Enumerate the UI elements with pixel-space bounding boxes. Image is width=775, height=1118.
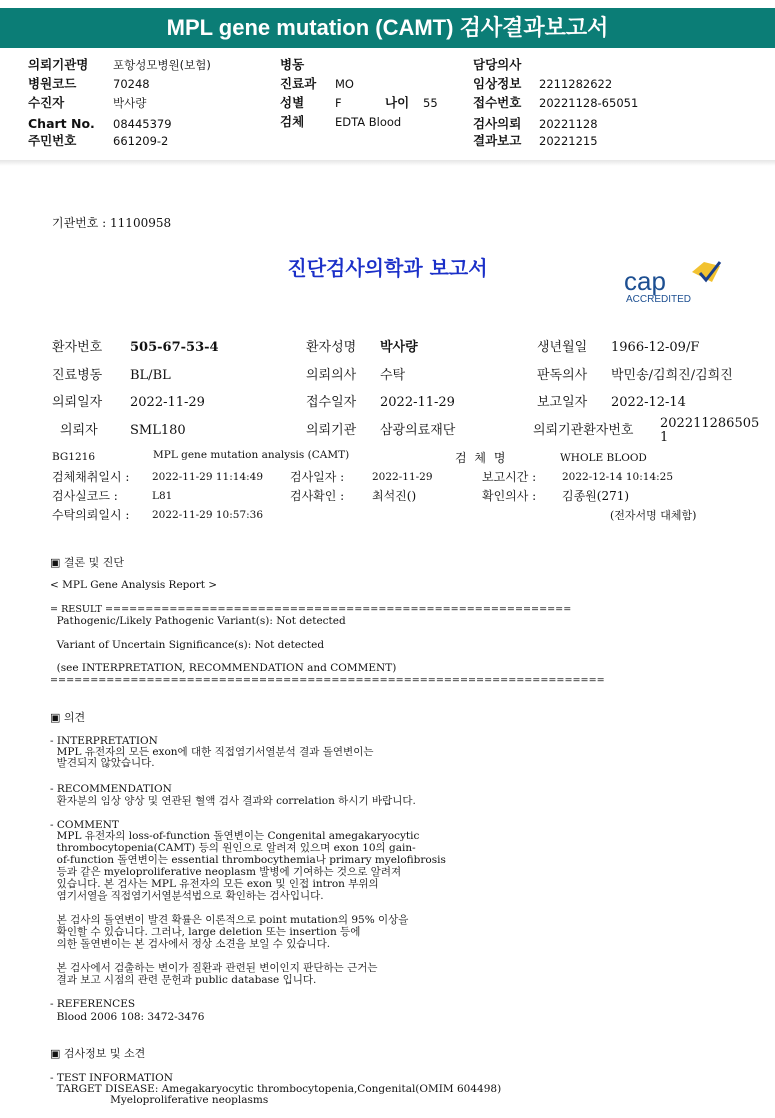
ref-head: - REFERENCES bbox=[50, 998, 136, 1010]
specimen-label: 검체 bbox=[280, 114, 305, 129]
hospital-code-value: 70248 bbox=[113, 77, 150, 91]
sex-label: 성별 bbox=[280, 95, 305, 110]
dob-value: 1966-12-09/F bbox=[611, 340, 700, 355]
org-pt-no-value-line2: 1 bbox=[660, 430, 669, 445]
header-divider bbox=[0, 160, 775, 166]
pt-no-label: 환자번호 bbox=[52, 340, 103, 355]
dept-label: 진료과 bbox=[280, 76, 317, 91]
org-number: 기관번호 : 11100958 bbox=[52, 216, 172, 230]
report-time-label: 보고시간 : bbox=[482, 470, 537, 484]
exam-date-label: 검사일자 : bbox=[290, 470, 345, 484]
result-vus: Variant of Uncertain Significance(s): Not detected bbox=[50, 639, 325, 651]
test-code: BG1216 bbox=[52, 451, 96, 463]
lab-code-value: L81 bbox=[152, 490, 173, 502]
pt-name-value: 박사량 bbox=[380, 340, 418, 355]
esign-note: (전자서명 대체함) bbox=[610, 509, 697, 522]
cap-sub-text: ACCREDITED bbox=[626, 294, 692, 305]
consign-label: 수탁의뢰일시 : bbox=[52, 508, 130, 522]
req-doc-label: 의뢰의사 bbox=[306, 368, 357, 383]
clinical-label: 임상정보 bbox=[473, 76, 522, 91]
req-doc-value: 수탁 bbox=[380, 368, 406, 383]
rec-line-1: 환자분의 임상 양상 및 연관된 혈액 검사 결과와 correlation 하시기 바랍니다. bbox=[50, 795, 416, 807]
specimen-name-value: WHOLE BLOOD bbox=[560, 452, 647, 464]
report-title: 진단검사의학과 보고서 bbox=[287, 256, 488, 280]
section-conclusion: ▣ 결론 및 진단 bbox=[50, 556, 125, 569]
specimen-name-label: 검 체 명 bbox=[455, 451, 508, 465]
request-value: 20221128 bbox=[539, 117, 598, 131]
result-end-line: ===================================================================== bbox=[50, 675, 605, 686]
collect-label: 검체채취일시 : bbox=[52, 470, 130, 484]
interp-line-1: MPL 유전자의 모든 exon에 대한 직접염기서열분석 결과 돌연변이는 bbox=[50, 746, 374, 758]
ward-label: 병동 bbox=[280, 57, 305, 72]
specimen-value: EDTA Blood bbox=[335, 115, 402, 129]
doctor-label: 담당의사 bbox=[473, 57, 522, 72]
requester-value: SML180 bbox=[130, 423, 186, 438]
ti-head: - TEST INFORMATION bbox=[50, 1072, 173, 1084]
ref-line-1: Blood 2006 108: 3472-3476 bbox=[50, 1011, 205, 1023]
requester-label: 의뢰자 bbox=[60, 423, 98, 438]
result-pathogenic: Pathogenic/Likely Pathogenic Variant(s): Not detected bbox=[50, 615, 346, 627]
exam-date-value: 2022-11-29 bbox=[372, 471, 433, 483]
com-line-3: of-function 돌연변이는 essential thrombocythemia나 primary myelofibrosis bbox=[50, 854, 446, 866]
com-line-4: 등과 같은 myeloproliferative neoplasm 발병에 기여하는 것으로 알려져 bbox=[50, 866, 402, 878]
interp-line-2: 발견되지 않았습니다. bbox=[50, 757, 155, 769]
report-value: 20221215 bbox=[539, 134, 598, 148]
receipt-label: 접수번호 bbox=[473, 95, 522, 110]
rcv-date-label: 접수일자 bbox=[306, 395, 357, 410]
confirm-label: 검사확인 : bbox=[290, 489, 345, 503]
ward-row-label: 진료병동 bbox=[52, 368, 103, 383]
report-time-value: 2022-12-14 10:14:25 bbox=[562, 471, 674, 483]
confirm-value: 최석진() bbox=[372, 489, 417, 503]
collect-value: 2022-11-29 11:14:49 bbox=[152, 471, 264, 483]
rrn-value: 661209-2 bbox=[113, 134, 169, 148]
interp-head: - INTERPRETATION bbox=[50, 735, 158, 747]
request-label: 검사의뢰 bbox=[473, 116, 522, 131]
institution-label: 의뢰기관명 bbox=[28, 57, 89, 72]
result-see-note: (see INTERPRETATION, RECOMMENDATION and COMMENT) bbox=[50, 662, 397, 674]
read-doc-label: 판독의사 bbox=[537, 368, 588, 383]
report-name: < MPL Gene Analysis Report > bbox=[50, 579, 218, 591]
req-org-value: 삼광의료재단 bbox=[380, 423, 456, 438]
institution-value: 포항성모병원(보험) bbox=[113, 58, 211, 72]
com-line-8: 확인할 수 있습니다. 그러나, large deletion 또는 insertion 등에 bbox=[50, 926, 361, 938]
com-line-5: 있습니다. 본 검사는 MPL 유전자의 모든 exon 및 인접 intron 부위의 bbox=[50, 878, 379, 890]
rcv-date-value: 2022-11-29 bbox=[380, 395, 455, 410]
req-date-label: 의뢰일자 bbox=[52, 395, 103, 410]
cap-accredited-logo bbox=[620, 258, 730, 308]
age-value: 55 bbox=[423, 96, 438, 110]
dob-label: 생년월일 bbox=[537, 340, 588, 355]
hospital-code-label: 병원코드 bbox=[28, 76, 77, 91]
com-line-6: 염기서열을 직접염기서열분석법으로 확인하는 검사입니다. bbox=[50, 890, 324, 902]
lab-code-label: 검사실코드 : bbox=[52, 489, 118, 503]
rep-date-label: 보고일자 bbox=[537, 395, 588, 410]
patient-value: 박사량 bbox=[113, 96, 147, 110]
patient-label: 수진자 bbox=[28, 95, 65, 110]
chart-value: 08445379 bbox=[113, 117, 172, 131]
report-label: 결과보고 bbox=[473, 133, 522, 148]
confirm-doc-value: 김종원(271) bbox=[562, 489, 630, 503]
ti-line-1: TARGET DISEASE: Amegakaryocytic thrombocytopenia,Congenital(OMIM 604498) bbox=[50, 1083, 502, 1095]
org-pt-no-value-line1: 202211286505 bbox=[660, 416, 760, 431]
section-test-info: ▣ 검사정보 및 소견 bbox=[50, 1047, 146, 1060]
com-head: - COMMENT bbox=[50, 819, 119, 831]
com-line-7: 본 검사의 돌연변이 발견 확률은 이론적으로 point mutation의 95% 이상을 bbox=[50, 914, 409, 926]
req-date-value: 2022-11-29 bbox=[130, 395, 205, 410]
test-name: MPL gene mutation analysis (CAMT) bbox=[153, 449, 350, 461]
rec-head: - RECOMMENDATION bbox=[50, 783, 172, 795]
com-line-1: MPL 유전자의 loss-of-function 돌연변이는 Congenital amegakaryocytic bbox=[50, 830, 420, 842]
chart-label: Chart No. bbox=[28, 116, 95, 131]
section-opinion: ▣ 의견 bbox=[50, 711, 86, 724]
rep-date-value: 2022-12-14 bbox=[611, 395, 686, 410]
read-doc-value: 박민송/김희진/김희진 bbox=[611, 368, 733, 383]
ward-row-value: BL/BL bbox=[130, 368, 171, 383]
org-pt-no-label: 의뢰기관환자번호 bbox=[533, 423, 634, 438]
clinical-value: 2211282622 bbox=[539, 77, 613, 91]
result-header-line: = RESULT ========================================================== bbox=[50, 604, 572, 615]
pt-no-value: 505-67-53-4 bbox=[130, 340, 219, 355]
sex-value: F bbox=[335, 96, 342, 110]
receipt-value: 20221128-65051 bbox=[539, 96, 639, 110]
com-line-2: thrombocytopenia(CAMT) 등의 원인으로 알려져 있으며 exon 10의 gain- bbox=[50, 842, 416, 854]
com-line-9: 의한 돌연변이는 본 검사에서 정상 소견을 보일 수 있습니다. bbox=[50, 938, 331, 950]
com-line-11: 결과 보고 시점의 관련 문헌과 public database 입니다. bbox=[50, 974, 317, 986]
cap-text: cap bbox=[624, 266, 666, 296]
rrn-label: 주민번호 bbox=[28, 133, 77, 148]
com-line-10: 본 검사에서 검출하는 변이가 질환과 관련된 변이인지 판단하는 근거는 bbox=[50, 962, 378, 974]
dept-value: MO bbox=[335, 77, 354, 91]
consign-value: 2022-11-29 10:57:36 bbox=[152, 509, 264, 521]
cap-checkmark-icon bbox=[692, 262, 720, 282]
confirm-doc-label: 확인의사 : bbox=[482, 489, 537, 503]
report-banner-title: MPL gene mutation (CAMT) 검사결과보고서 bbox=[0, 8, 775, 48]
req-org-label: 의뢰기관 bbox=[306, 423, 357, 438]
pt-name-label: 환자성명 bbox=[306, 340, 357, 355]
ti-line-2: Myeloproliferative neoplasms bbox=[50, 1094, 269, 1106]
age-label: 나이 bbox=[385, 95, 410, 110]
